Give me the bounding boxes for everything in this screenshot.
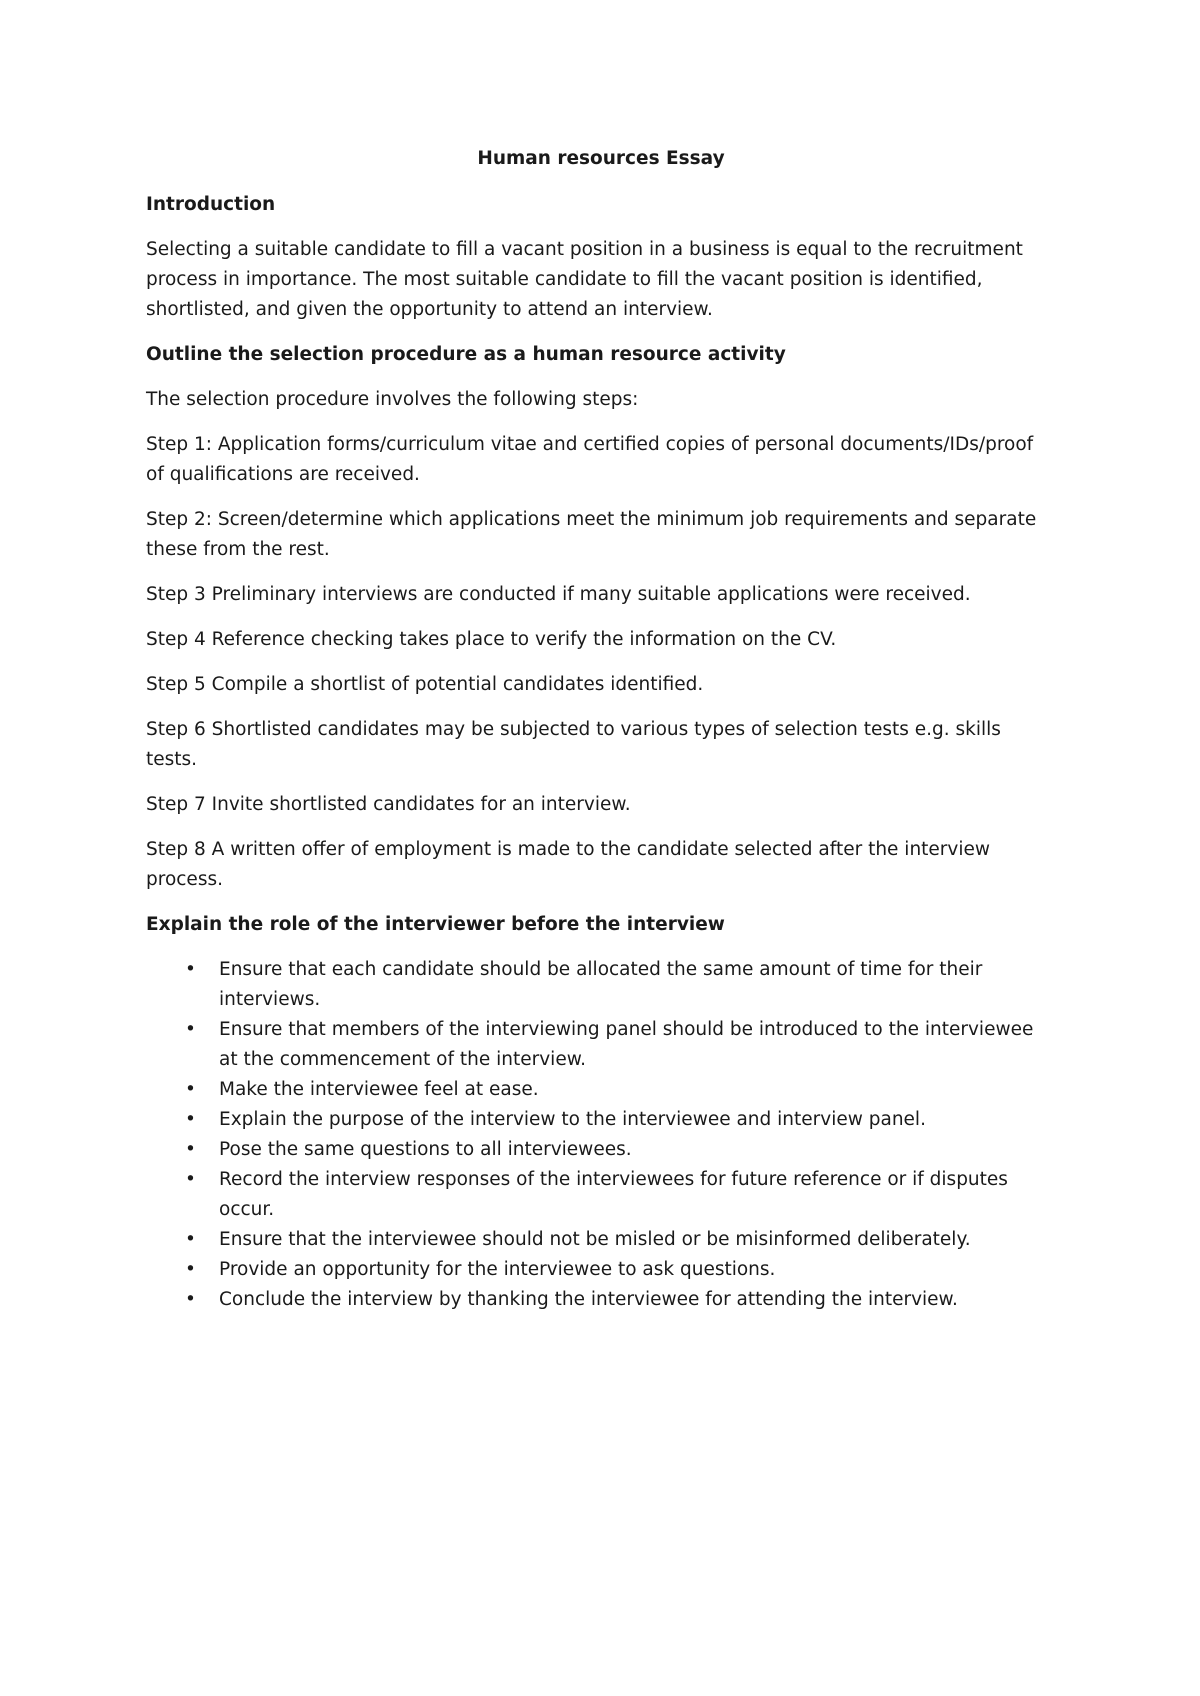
- list-item-text: Ensure that the interviewee should not be misled or be misinformed deliberately.: [219, 1229, 971, 1250]
- bullet-icon: •: [185, 1289, 196, 1310]
- list-item: [146, 1225, 1056, 1255]
- step-item: Step 7 Invite shortlisted candidates for an interview.: [146, 794, 631, 815]
- step-item: Step 6 Shortlisted candidates may be subjected to various types of selection tests e.g. skills tests.: [146, 719, 1001, 770]
- list-item: [146, 1285, 1056, 1315]
- list-item: [146, 1255, 1056, 1285]
- list-item-text: Record the interview responses of the interviewees for future reference or if disputes occur.: [219, 1169, 1008, 1220]
- bullet-icon: •: [185, 1139, 196, 1160]
- step-item: Step 2: Screen/determine which applications meet the minimum job requirements and separate these from the rest.: [146, 509, 1037, 560]
- list-item: [146, 1105, 1056, 1135]
- document-page: [146, 144, 1056, 1315]
- intro-heading: Introduction: [146, 194, 276, 215]
- list-item-text: Conclude the interview by thanking the interviewee for attending the interview.: [219, 1289, 958, 1310]
- list-item-text: Provide an opportunity for the interviewee to ask questions.: [219, 1259, 776, 1280]
- step-item: Step 4 Reference checking takes place to verify the information on the CV.: [146, 629, 837, 650]
- bullet-icon: •: [185, 959, 196, 980]
- selection-heading: Outline the selection procedure as a human resource activity: [146, 344, 786, 365]
- role-heading: Explain the role of the interviewer before the interview: [146, 914, 725, 935]
- list-item: [146, 955, 1056, 1015]
- bullet-icon: •: [185, 1229, 196, 1250]
- role-bullet-list: [146, 955, 1056, 1315]
- bullet-icon: •: [185, 1019, 196, 1040]
- selection-intro: The selection procedure involves the following steps:: [146, 389, 639, 410]
- bullet-icon: •: [185, 1109, 196, 1130]
- step-item: Step 8 A written offer of employment is made to the candidate selected after the interview process.: [146, 839, 991, 890]
- step-item: Step 1: Application forms/curriculum vitae and certified copies of personal documents/IDs/proof of qualifications are received.: [146, 434, 1034, 485]
- list-item: [146, 1015, 1056, 1075]
- list-item: [146, 1075, 1056, 1105]
- bullet-icon: •: [185, 1259, 196, 1280]
- list-item-text: Explain the purpose of the interview to the interviewee and interview panel.: [219, 1109, 926, 1130]
- document-title: Human resources Essay: [477, 148, 725, 169]
- list-item-text: Ensure that each candidate should be allocated the same amount of time for their interviews.: [219, 959, 983, 1010]
- bullet-icon: •: [185, 1169, 196, 1190]
- bullet-icon: •: [185, 1079, 196, 1100]
- list-item: [146, 1165, 1056, 1225]
- step-item: Step 3 Preliminary interviews are conducted if many suitable applications were received.: [146, 584, 971, 605]
- list-item-text: Make the interviewee feel at ease.: [219, 1079, 539, 1100]
- list-item-text: Pose the same questions to all interviewees.: [219, 1139, 632, 1160]
- step-item: Step 5 Compile a shortlist of potential candidates identified.: [146, 674, 704, 695]
- intro-paragraph: Selecting a suitable candidate to fill a vacant position in a business is equal to the recruitment process in importance. The most suitable candidate to fill the vacant position is identified, shortlisted, and given the opportunity to attend an interview.: [146, 239, 1023, 320]
- list-item-text: Ensure that members of the interviewing panel should be introduced to the interviewee at the commencement of the interview.: [219, 1019, 1034, 1070]
- list-item: [146, 1135, 1056, 1165]
